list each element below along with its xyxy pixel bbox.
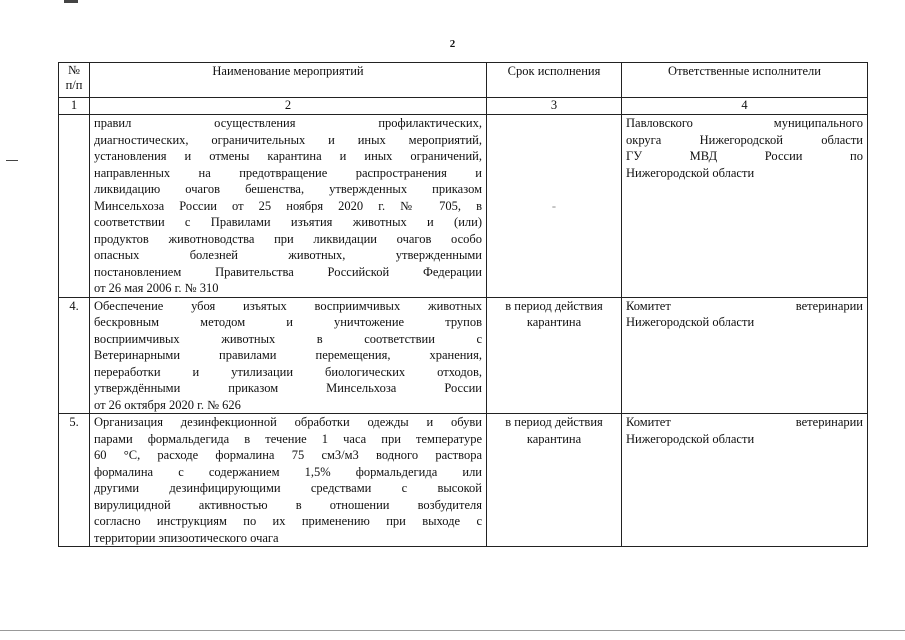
cell-text-line: Комитет ветеринарии bbox=[626, 298, 863, 313]
header-num: № п/п bbox=[59, 63, 90, 98]
cell-text-line: согласно инструкциям по их применению при выходе с bbox=[94, 514, 482, 528]
responsible-cell bbox=[622, 115, 868, 298]
cell-text-line: Нижегородской области bbox=[626, 315, 755, 329]
table-row bbox=[59, 414, 868, 547]
page-number: 2 bbox=[449, 38, 456, 50]
cell-text-line: ГУ МВД России по bbox=[626, 149, 863, 163]
cell-text-line: в период действия bbox=[505, 415, 603, 429]
cell-text-line: постановлением Правительства Российской Федерации bbox=[94, 264, 482, 279]
measure-name bbox=[90, 414, 487, 547]
cell-text-line: Организация дезинфекционной обработки одежды и обуви bbox=[94, 415, 482, 429]
row-number: 4. bbox=[59, 297, 90, 414]
column-index: 3 bbox=[487, 98, 622, 115]
header-name: Наименование мероприятий bbox=[90, 63, 487, 98]
cell-text-line: бескровным методом и уничтожение трупов bbox=[94, 315, 482, 329]
cell-text-line: от 26 мая 2006 г. № 310 bbox=[94, 281, 219, 295]
cell-text-line: 60 °С, расходе формалина 75 см3/м3 водного раствора bbox=[94, 448, 482, 462]
cell-text-line: правил осуществления профилактических, bbox=[94, 116, 482, 130]
cell-text-line: Минсельхоза России от 25 ноября 2020 г. № 705, в bbox=[94, 198, 482, 213]
cell-text-line: установления и отмены карантина и иных ограничений, bbox=[94, 149, 482, 163]
cell-text-line: в период действия bbox=[505, 298, 603, 313]
column-index: 4 bbox=[622, 98, 868, 115]
column-index: 2 bbox=[90, 98, 487, 115]
scan-mark-top bbox=[64, 0, 78, 3]
term-cell bbox=[487, 414, 622, 547]
cell-text-line: формалина с содержанием 1,5% формальдегида или bbox=[94, 464, 482, 479]
cell-text-line: соответствии с Правилами изъятия животных и (или) bbox=[94, 215, 482, 229]
cell-text-line: парами формальдегида в течение 1 часа при температуре bbox=[94, 431, 482, 446]
cell-text-line: диагностических, ограничительных и иных мероприятий, bbox=[94, 132, 482, 147]
table-header-row bbox=[59, 63, 868, 98]
column-index: 1 bbox=[59, 98, 90, 115]
cell-text-line: Нижегородской области bbox=[626, 431, 755, 446]
cell-text-line: Ветеринарными правилами перемещения, хранения, bbox=[94, 348, 482, 362]
header-responsible: Ответственные исполнители bbox=[622, 63, 868, 98]
cell-text-line: от 26 октября 2020 г. № 626 bbox=[94, 397, 241, 412]
cell-text-line: карантина bbox=[526, 315, 582, 329]
measure-name bbox=[90, 297, 487, 414]
header-term: Срок исполнения bbox=[487, 63, 622, 98]
column-index-row bbox=[59, 98, 868, 115]
cell-text-line: опасных болезней животных, утвержденными bbox=[94, 248, 482, 262]
cell-text-line: Обеспечение убоя изъятых восприимчивых животных bbox=[94, 298, 482, 313]
cell-text-line: другими дезинфицирующими средствами с высокой bbox=[94, 481, 482, 495]
cell-text-line: округа Нижегородской области bbox=[626, 132, 863, 147]
cell-text-line: вирулицидной активностью в отношении возбудителя bbox=[94, 497, 482, 512]
responsible-cell bbox=[622, 297, 868, 414]
term-cell bbox=[487, 115, 622, 298]
term-dash: - bbox=[551, 198, 557, 213]
row-number bbox=[59, 115, 90, 298]
cell-text-line: утверждёнными приказом Минсельхоза России bbox=[94, 381, 482, 395]
cell-text-line: восприимчивых животных в соответствии с bbox=[94, 331, 482, 346]
term-cell bbox=[487, 297, 622, 414]
table-row bbox=[59, 297, 868, 414]
scan-mark-bottom bbox=[0, 630, 905, 631]
cell-text-line: карантина bbox=[526, 431, 582, 446]
cell-text-line: направленных на предотвращение распространения и bbox=[94, 165, 482, 180]
measures-table bbox=[58, 62, 868, 547]
cell-text-line: переработки и утилизации биологических отходов, bbox=[94, 364, 482, 379]
cell-text-line: ликвидацию очагов бешенства, утвержденных приказом bbox=[94, 182, 482, 196]
cell-text-line: Комитет ветеринарии bbox=[626, 415, 863, 429]
measure-name bbox=[90, 115, 487, 298]
cell-text-line: Павловского муниципального bbox=[626, 116, 863, 130]
responsible-cell bbox=[622, 414, 868, 547]
cell-text-line: территории эпизоотического очага bbox=[94, 530, 279, 545]
row-number: 5. bbox=[59, 414, 90, 547]
cell-text-line: Нижегородской области bbox=[626, 165, 755, 180]
cell-text-line: продуктов животноводства при ликвидации очагов особо bbox=[94, 231, 482, 246]
table-row bbox=[59, 115, 868, 298]
scan-mark-left bbox=[6, 160, 18, 161]
